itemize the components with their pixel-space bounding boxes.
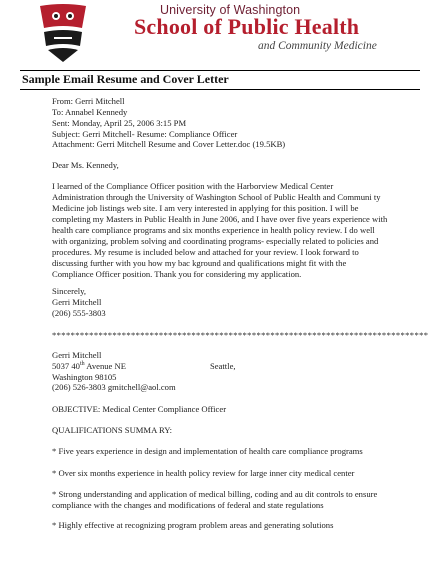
qualification-item: * Highly effective at recognizing program problem areas and generating solutions xyxy=(52,520,334,530)
letter-body-line: with organizing, problem solving and coordinating programs- especially related to policies and xyxy=(52,236,379,246)
address-ordinal: th xyxy=(79,361,85,368)
department-label: Community Medicine xyxy=(278,40,377,52)
letter-body-line: completing my Masters in Public Health in June 2006, and I have over five years experience with xyxy=(52,214,388,224)
email-to: To: Annabel Kennedy xyxy=(52,107,128,117)
document-title: Sample Email Resume and Cover Letter xyxy=(22,72,229,86)
university-name: University of Washington xyxy=(160,3,301,17)
email-sent: Sent: Monday, April 25, 2006 3:15 PM xyxy=(52,118,187,128)
resume-name: Gerri Mitchell xyxy=(52,350,102,360)
letter-body-line: Medicine job listings web site. I am very interested in applying for this position. I will be xyxy=(52,203,359,213)
qualification-item: * Five years experience in design and implementation of health care compliance programs xyxy=(52,446,363,456)
department-name xyxy=(258,40,377,52)
letter-body-line: Administration through the University of Washington School of Public Health and Communi ty xyxy=(52,192,381,202)
email-attachment: Attachment: Gerri Mitchell Resume and Cover Letter.doc (19.5KB) xyxy=(52,139,286,149)
letter-body-line: discussing further with you how my bac kground and qualifications might fit with the xyxy=(52,258,347,268)
email-from: From: Gerri Mitchell xyxy=(52,96,125,106)
separator-line: ********************************************************************************* xyxy=(52,330,429,340)
resume-city: Seattle, xyxy=(210,361,236,371)
qualification-item: * Over six months experience in health policy review for large inner city medical center xyxy=(52,468,355,478)
resume-objective: OBJECTIVE: Medical Center Compliance Officer xyxy=(52,404,227,414)
address-street: Avenue NE xyxy=(84,361,126,371)
letter-body-line: health care compliance programs and six months experience in health policy review. I do well xyxy=(52,225,375,235)
qualifications-heading: QUALIFICATIONS SUMMA RY: xyxy=(52,425,173,435)
title-rule-bottom xyxy=(20,89,420,90)
letter-body-line: Compliance Officer position. Thank you for considering my application. xyxy=(52,269,302,279)
qualification-item: * Strong understanding and application of medical billing, coding and au dit controls to ensure xyxy=(52,489,378,499)
qualification-item-continued: compliance with the changes and modifications of federal and state regulations xyxy=(52,500,324,510)
letter-closing: Sincerely, xyxy=(52,286,87,296)
letter-salutation: Dear Ms. Kennedy, xyxy=(52,160,119,170)
resume-state-zip: Washington 98105 xyxy=(52,372,117,382)
resume-contact: (206) 526-3803 gmitchell@aol.com xyxy=(52,382,176,392)
email-subject: Subject: Gerri Mitchell- Resume: Compliance Officer xyxy=(52,129,238,139)
uw-logo-icon xyxy=(36,2,90,64)
letter-body-line: I learned of the Compliance Officer position with the Harborview Medical Center xyxy=(52,181,334,191)
title-rule-top xyxy=(20,70,420,71)
department-and: and xyxy=(258,40,276,52)
signature-name: Gerri Mitchell xyxy=(52,297,102,307)
address-number: 5037 40 xyxy=(52,361,80,371)
school-name: School of Public Health xyxy=(134,14,360,39)
signature-phone: (206) 555-3803 xyxy=(52,308,106,318)
letter-body-line: procedures. My resume is included below and attached for your review. I look forward to xyxy=(52,247,359,257)
